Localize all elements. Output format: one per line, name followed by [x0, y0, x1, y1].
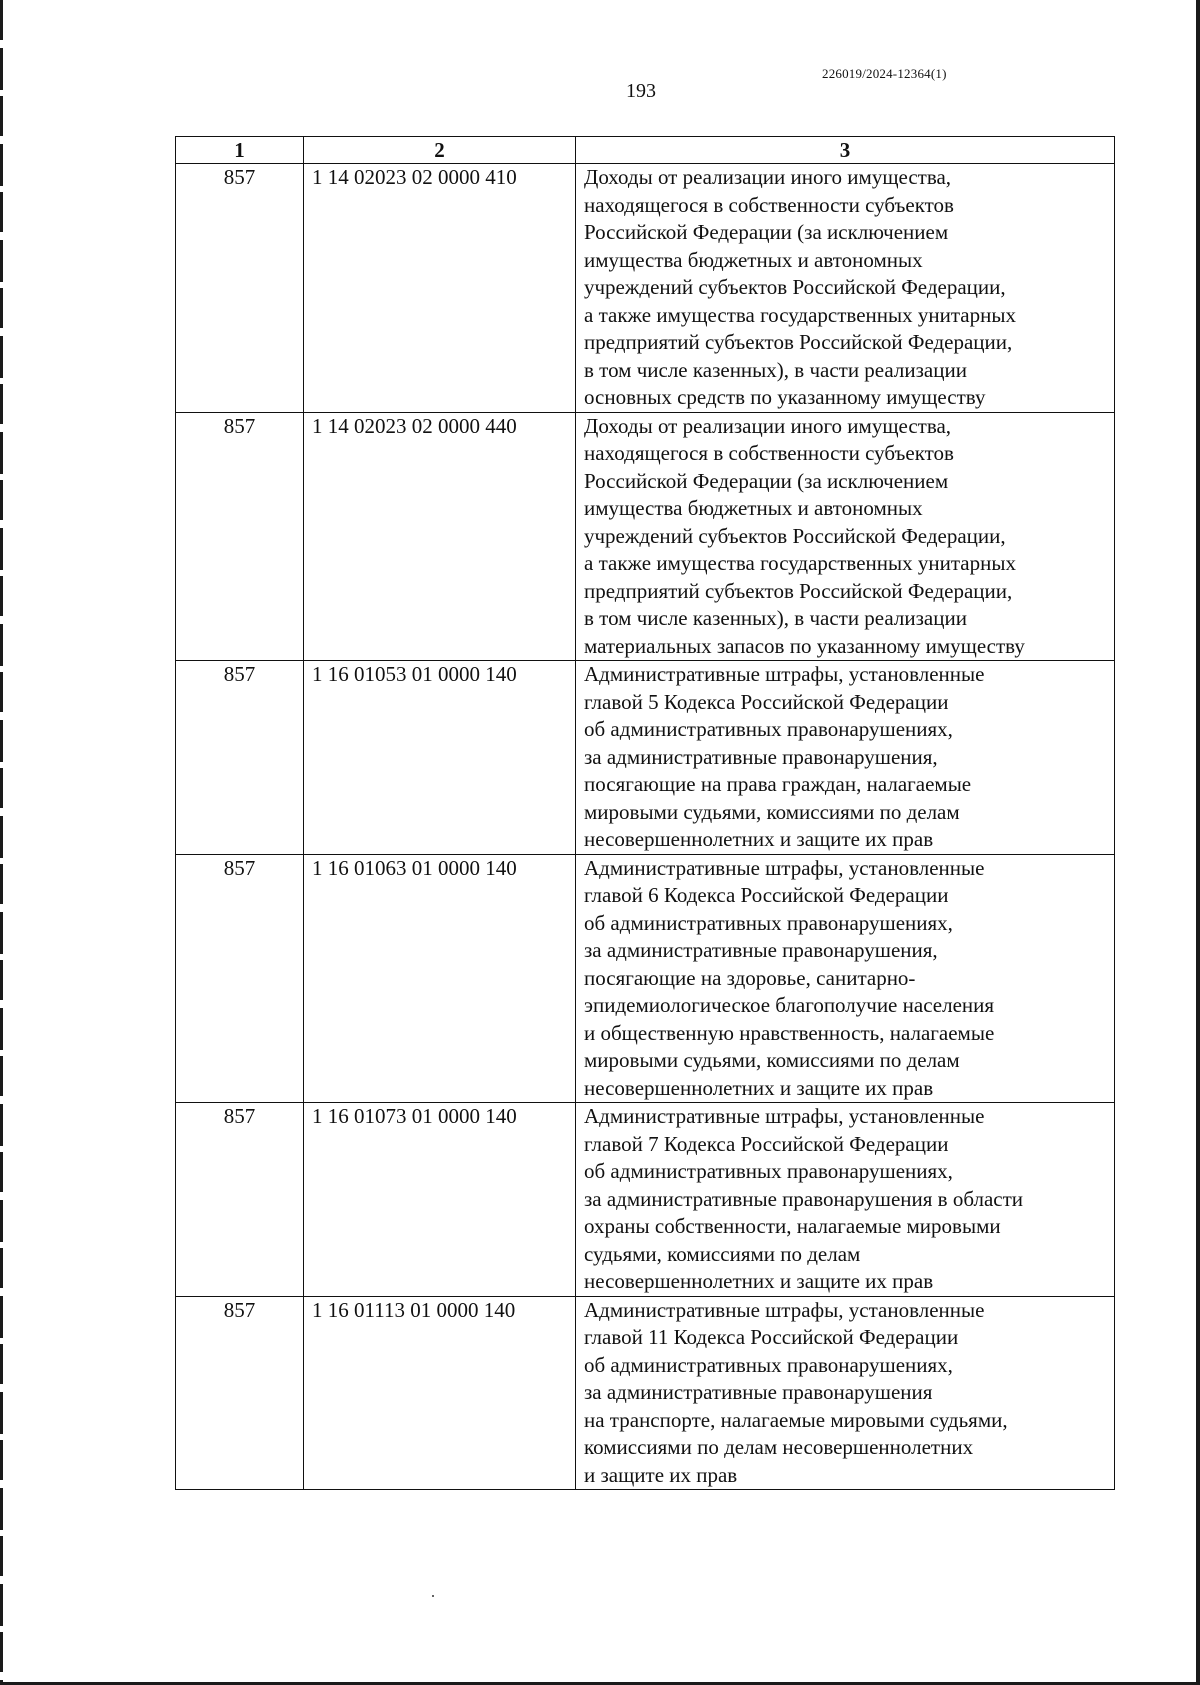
description-line: охраны собственности, налагаемые мировыми	[584, 1214, 1001, 1238]
description-line: на транспорте, налагаемые мировыми судьями,	[584, 1407, 1008, 1432]
table-header-row	[176, 137, 1115, 164]
admin-code-cell: 857	[176, 164, 304, 413]
description-line: Российской Федерации (за исключением	[584, 468, 949, 493]
document-registration-number: 226019/2024-12364(1)	[822, 66, 947, 81]
description-line: об административных правонарушениях,	[584, 1352, 953, 1377]
description-line: за административные правонарушения,	[584, 744, 938, 769]
description-line: мировыми судьями, комиссиями по делам	[584, 1048, 960, 1072]
description-line: главой 5 Кодекса Российской Федерации	[584, 689, 949, 714]
description-line: об административных правонарушениях,	[584, 717, 953, 741]
description-line: учреждений субъектов Российской Федерации,	[584, 523, 1006, 548]
description-line: мировыми судьями, комиссиями по делам	[584, 799, 960, 824]
description-line: Административные штрафы, установленные	[584, 1297, 985, 1322]
description-line: основных средств по указанному имуществу	[584, 385, 986, 409]
description-line: имущества бюджетных и автономных	[584, 496, 923, 520]
description-line: в том числе казенных), в части реализации	[584, 606, 967, 630]
admin-code-cell: 857	[176, 854, 304, 1103]
description-line: несовершеннолетних и защите их прав	[584, 1075, 934, 1100]
table-row	[176, 854, 1115, 1103]
description-line: главой 7 Кодекса Российской Федерации	[584, 1131, 949, 1156]
budget-classification-code-cell: 1 16 01063 01 0000 140	[304, 854, 576, 1103]
revenue-description-cell	[576, 1296, 1115, 1490]
table-row	[176, 412, 1115, 661]
description-line: Российской Федерации (за исключением	[584, 220, 949, 244]
revenue-description-cell	[576, 1103, 1115, 1297]
table-body	[176, 164, 1115, 1490]
description-line: комиссиями по делам несовершеннолетних	[584, 1435, 974, 1459]
description-line: Административные штрафы, установленные	[584, 855, 985, 880]
description-line: об административных правонарушениях,	[584, 1159, 953, 1183]
budget-classification-code-cell: 1 14 02023 02 0000 410	[304, 164, 576, 413]
description-line: предприятий субъектов Российской Федерации,	[584, 330, 1013, 354]
column-header-1: 1	[176, 137, 304, 164]
column-header-2: 2	[304, 137, 576, 164]
revenue-description-cell	[576, 412, 1115, 661]
description-line: несовершеннолетних и защите их прав	[584, 827, 934, 851]
admin-code-cell: 857	[176, 412, 304, 661]
page-number: 193	[626, 80, 656, 102]
admin-code-cell: 857	[176, 1296, 304, 1490]
admin-code-cell: 857	[176, 661, 304, 855]
description-line: за административные правонарушения,	[584, 938, 938, 962]
description-line: предприятий субъектов Российской Федерации,	[584, 578, 1013, 603]
description-line: за административные правонарушения	[584, 1380, 933, 1404]
description-line: и защите их прав	[584, 1462, 738, 1487]
description-line: судьями, комиссиями по делам	[584, 1241, 861, 1266]
column-header-3: 3	[576, 137, 1115, 164]
scan-border-left	[0, 0, 3, 1685]
table-row	[176, 1103, 1115, 1297]
description-line: Доходы от реализации иного имущества,	[584, 413, 952, 438]
description-line: находящегося в собственности субъектов	[584, 441, 954, 465]
scan-border-right	[1196, 0, 1200, 1685]
table-header	[176, 137, 1115, 164]
description-line: находящегося в собственности субъектов	[584, 192, 954, 217]
revenue-description-cell	[576, 854, 1115, 1103]
description-line: Доходы от реализации иного имущества,	[584, 165, 952, 189]
description-line: и общественную нравственность, налагаемые	[584, 1020, 995, 1045]
revenue-description-cell	[576, 661, 1115, 855]
description-line: главой 6 Кодекса Российской Федерации	[584, 883, 949, 907]
description-line: главой 11 Кодекса Российской Федерации	[584, 1325, 959, 1349]
description-line: учреждений субъектов Российской Федерации,	[584, 275, 1006, 299]
budget-classification-code-cell: 1 14 02023 02 0000 440	[304, 412, 576, 661]
table-row	[176, 1296, 1115, 1490]
budget-classification-code-cell: 1 16 01053 01 0000 140	[304, 661, 576, 855]
description-line: посягающие на здоровье, санитарно-	[584, 965, 916, 990]
description-line: Административные штрафы, установленные	[584, 662, 985, 686]
revenue-codes-table	[175, 136, 1115, 1490]
description-line: об административных правонарушениях,	[584, 910, 953, 935]
description-line: Административные штрафы, установленные	[584, 1104, 985, 1128]
table-row	[176, 661, 1115, 855]
description-line: материальных запасов по указанному имуществу	[584, 633, 1025, 658]
budget-classification-code-cell: 1 16 01073 01 0000 140	[304, 1103, 576, 1297]
description-line: в том числе казенных), в части реализации	[584, 357, 967, 382]
description-line: посягающие на права граждан, налагаемые	[584, 772, 972, 796]
description-line: имущества бюджетных и автономных	[584, 247, 923, 272]
description-line: эпидемиологическое благополучие населения	[584, 993, 995, 1017]
description-line: за административные правонарушения в области	[584, 1186, 1024, 1211]
description-line: а также имущества государственных унитарных	[584, 302, 1016, 327]
admin-code-cell: 857	[176, 1103, 304, 1297]
budget-classification-code-cell: 1 16 01113 01 0000 140	[304, 1296, 576, 1490]
description-line: а также имущества государственных унитарных	[584, 551, 1016, 575]
revenue-description-cell	[576, 164, 1115, 413]
description-line: несовершеннолетних и защите их прав	[584, 1269, 934, 1293]
table-row	[176, 164, 1115, 413]
scan-speck	[432, 1595, 434, 1597]
